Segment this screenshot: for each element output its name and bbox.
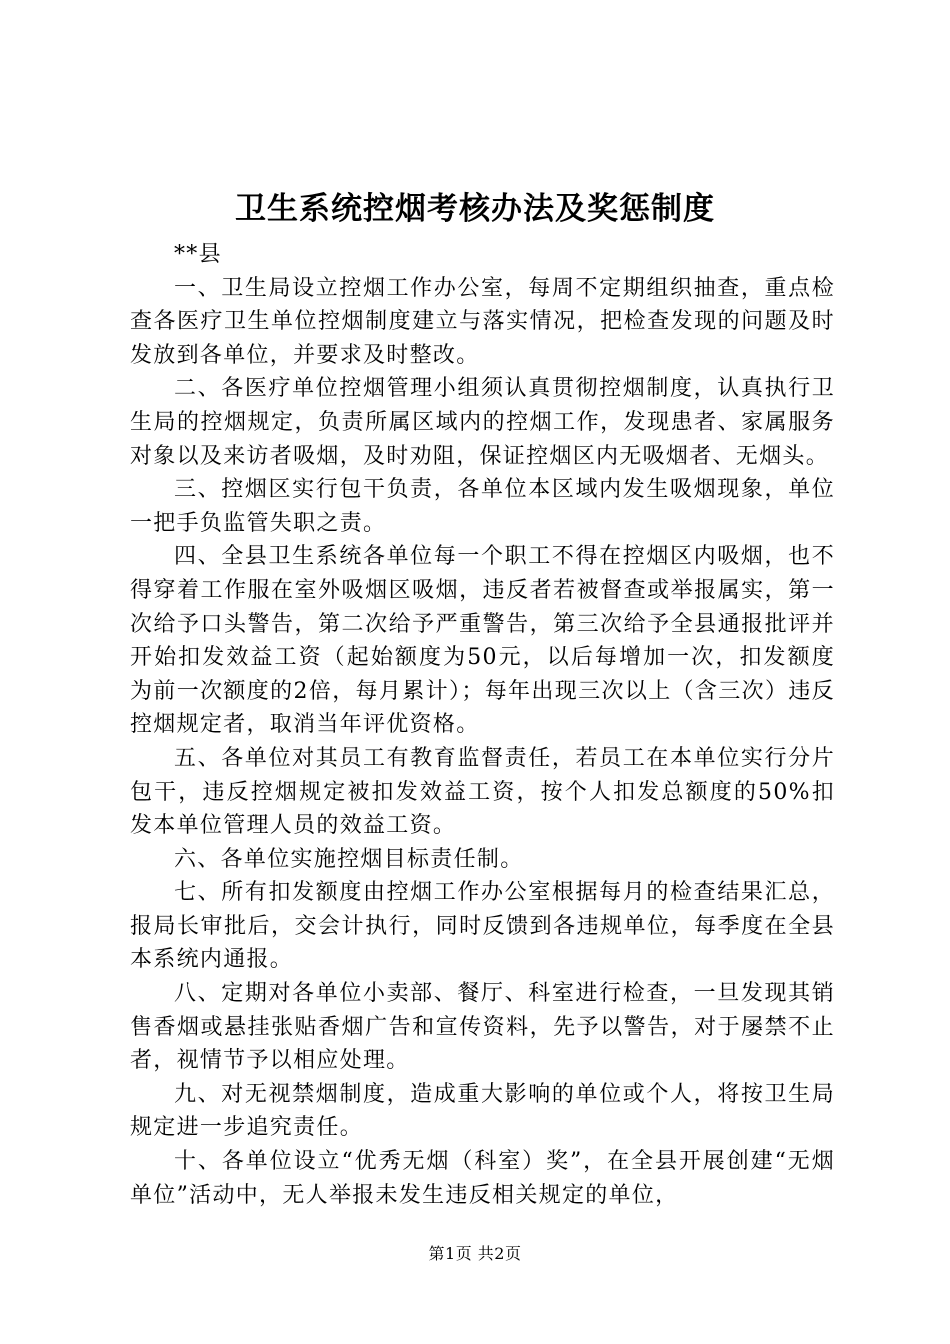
paragraph-4: 四、全县卫生系统各单位每一个职工不得在控烟区内吸烟，也不得穿着工作服在室外吸烟区吸烟，违反者若被督查或举报属实，第一次给予口头警告，第二次给予严重警告，第三次给予全县通报批评并开始扣发效益工资（起始额度为50元，以后每增加一次，扣发额度为前一次额度的2倍，每月累计）；每年出现三次以上（含三次）违反控烟规定者，取消当年评优资格。 [130,544,835,738]
page-footer: 第1页 共2页 [428,1244,522,1263]
paragraph-1: 一、卫生局设立控烟工作办公室，每周不定期组织抽查，重点检查各医疗卫生单位控烟制度建立与落实情况，把检查发现的问题及时发放到各单位，并要求及时整改。 [130,275,835,368]
paragraph-7: 七、所有扣发额度由控烟工作办公室根据每月的检查结果汇总，报局长审批后，交会计执行，同时反馈到各违规单位，每季度在全县本系统内通报。 [130,880,835,973]
paragraph-6: 六、各单位实施控烟目标责任制。 [174,846,524,872]
paragraph-3: 三、控烟区实行包干负责，各单位本区域内发生吸烟现象，单位一把手负监管失职之责。 [130,477,835,536]
paragraph-9: 九、对无视禁烟制度，造成重大影响的单位或个人，将按卫生局规定进一步追究责任。 [130,1081,835,1141]
paragraph-2: 二、各医疗单位控烟管理小组须认真贯彻控烟制度，认真执行卫生局的控烟规定，负责所属区域内的控烟工作，发现患者、家属服务对象以及来访者吸烟，及时劝阻，保证控烟区内无吸烟者、无烟头。 [130,376,835,469]
document-body [130,238,835,1212]
paragraph-10: 十、各单位设立“优秀无烟（科室）奖”，在全县开展创建“无烟单位”活动中，无人举报未发生违反相关规定的单位， [130,1149,835,1208]
paragraph-8: 八、定期对各单位小卖部、餐厅、科室进行检查，一旦发现其销售香烟或悬挂张贴香烟广告和宣传资料，先予以警告，对于屡禁不止者，视情节予以相应处理。 [130,981,835,1074]
county-line: **县 [174,242,222,267]
paragraph-5: 五、各单位对其员工有教育监督责任，若员工在本单位实行分片包干，违反控烟规定被扣发效益工资，按个人扣发总额度的50%扣发本单位管理人员的效益工资。 [130,745,835,839]
document-title: 卫生系统控烟考核办法及奖惩制度 [235,191,715,227]
